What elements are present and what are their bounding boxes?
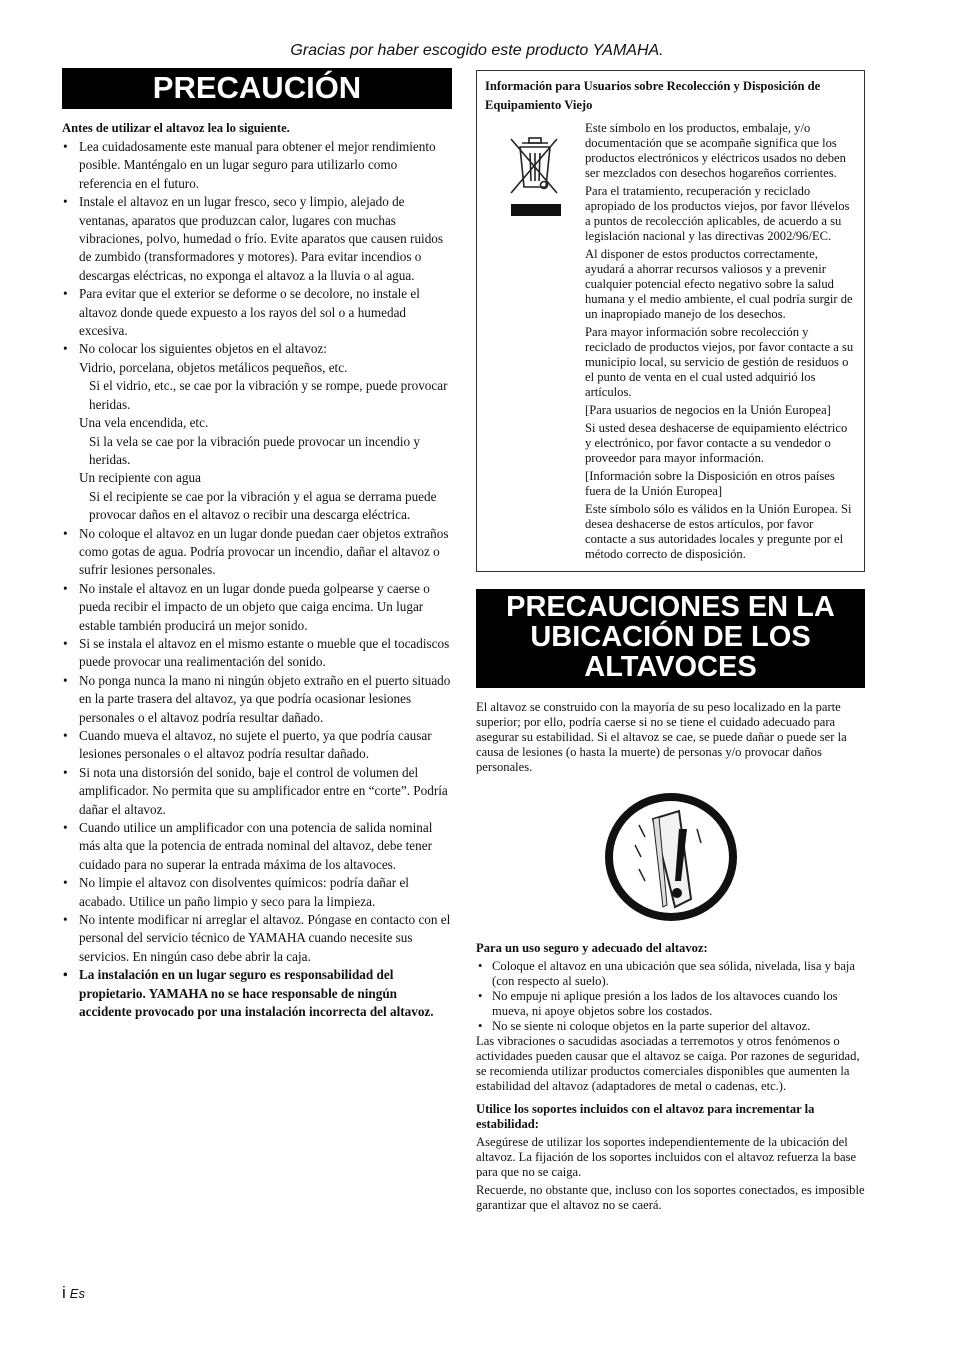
weee-p7: [Información sobre la Disposición en otros países fuera de la Unión Europea]	[585, 469, 835, 498]
list-item: • La instalación en un lugar seguro es responsabilidad del propietario. YAMAHA no se hace responsable de ningún accidente provocado por una instalación incorrecta del altavoz.	[62, 966, 452, 1021]
objects-water: Un recipiente con agua	[79, 470, 201, 486]
list-item: • No empuje ni aplique presión a los lados de los altavoces cuando los mueva, ni apoye objetos sobre los costados.	[476, 989, 865, 1019]
precaution-list	[62, 138, 452, 1022]
list-item: • Si nota una distorsión del sonido, baje el control de volumen del amplificador. No permita que su amplificador entre en “corte”. Podría dañar el altavoz.	[62, 764, 452, 819]
intro-heading: Antes de utilizar el altavoz lea lo siguiente.	[62, 121, 290, 135]
objects-candle: Una vela encendida, etc.	[79, 415, 209, 431]
list-item: • Lea cuidadosamente este manual para obtener el mejor rendimiento posible. Manténgalo en un lugar seguro para utilizarlo como referencia en el futuro.	[62, 138, 452, 193]
falling-speaker-icon	[601, 789, 741, 925]
weee-p1: Este símbolo en los productos, embalaje, y/o documentación que se acompañe significa que los productos electrónicos y eléctricos usados no deben ser mezclados con desechos hogareños corrientes.	[585, 121, 846, 180]
list-item: • Cuando mueva el altavoz, no sujete el puerto, ya que podría causar lesiones personales o el altavoz podría resultar dañado.	[62, 727, 452, 764]
placement-title: PRECAUCIONES EN LA UBICACIÓN DE LOS ALTAVOCES	[476, 589, 865, 688]
weee-p8: Este símbolo sólo es válidos en la Unión Europea. Si desea deshacerse de estos artículos, por favor contacte a sus autoridades locales y pregunte por el método correcto de disposición.	[585, 502, 852, 561]
stand-heading: Utilice los soportes incluidos con el altavoz para incrementar la estabilidad:	[476, 1102, 815, 1131]
language-code: Es	[69, 1286, 85, 1301]
list-item: • Coloque el altavoz en una ubicación que sea sólida, nivelada, lisa y baja (con respecto al suelo).	[476, 959, 865, 989]
objects-candle-note: Si la vela se cae por la vibración puede provocar un incendio y heridas.	[89, 433, 421, 467]
weee-p2: Para el tratamiento, recuperación y reciclado apropiado de los productos viejos, por favor llévelos a puntos de recolección aplicables, de acuerdo a su legislación nacional y las directivas 2002/96/EC.	[585, 184, 850, 243]
weee-p3: Al disponer de estos productos correctamente, ayudará a ahorrar recursos valiosos y a prevenir cualquier potencial efecto negativo sobre la salud humana y el medio ambiente, el cual podría surgir de un inapropiado manejo de los desechos.	[585, 247, 853, 321]
weee-p4: Para mayor información sobre recolección y reciclado de productos viejos, por favor contacte a su municipio local, su servicio de gestión de residuos o el punto de venta en el cual usted adquirió los artículos.	[585, 325, 854, 399]
right-column	[476, 70, 865, 1216]
weee-bin-icon	[485, 121, 585, 565]
weee-info-box	[476, 70, 865, 572]
placement-para1: El altavoz se construido con la mayoría de su peso localizado en la parte superior; por ello, podría caerse si no se tiene el cuidado adecuado para asegurar su estabilidad. Si el altavoz se cae, se puede dañar o puede ser la causa de lesiones (o hasta la muerte) de personas y/o provocar daños personales.	[476, 700, 847, 774]
page-number	[62, 1283, 85, 1303]
objects-water-note: Si el recipiente se cae por la vibración y el agua se derrama puede provocar daños en el altavoz o recibir una descarga eléctrica.	[89, 488, 437, 523]
placement-para3: Asegúrese de utilizar los soportes independientemente de la ubicación del altavoz. La fijación de los soportes incluidos con el altavoz refuerza la base para que no se caiga.	[476, 1135, 857, 1179]
objects-glass-note: Si el vidrio, etc., se cae por la vibración y se rompe, puede provocar heridas.	[89, 378, 448, 412]
weee-p6: Si usted desea deshacerse de equipamiento eléctrico y electrónico, por favor contacte a su vendedor o proveedor para mayor información.	[585, 421, 848, 465]
list-item: • No ponga nunca la mano ni ningún objeto extraño en el puerto situado en la parte trasera del altavoz, ya que podría ocasionar lesiones personales o el altavoz podría resultar dañado.	[62, 672, 452, 727]
thanks-line: Gracias por haber escogido este producto YAMAHA.	[290, 42, 664, 59]
warning-illustration	[476, 789, 865, 929]
list-item: • Cuando utilice un amplificador con una potencia de salida nominal más alta que la potencia de entrada nominal del altavoz, debe tener cuidado para no superar la entrada máxima de los altavoces.	[62, 819, 452, 874]
list-item: • No limpie el altavoz con disolventes químicos: podría dañar el acabado. Utilice un paño limpio y seco para la limpieza.	[62, 874, 452, 911]
objects-glass: Vidrio, porcelana, objetos metálicos pequeños, etc.	[79, 359, 348, 375]
placement-para2: Las vibraciones o sacudidas asociadas a terremotos y otros fenómenos o actividades pueden causar que el altavoz se caiga. Por razones de seguridad, se recomienda utilizar productos comerciales disponibles que aumenten la estabilidad del altavoz (adaptadores de metal o cadenas, etc.).	[476, 1034, 860, 1093]
placement-para4: Recuerde, no obstante que, incluso con los soportes conectados, es imposible garantizar que el altavoz no se caerá.	[476, 1183, 865, 1212]
list-item: • No se siente ni coloque objetos en la parte superior del altavoz.	[476, 1019, 865, 1034]
left-column	[62, 68, 452, 1022]
safe-use-heading: Para un uso seguro y adecuado del altavoz:	[476, 941, 708, 955]
list-item: • Instale el altavoz en un lugar fresco, seco y limpio, alejado de ventanas, aparatos que produzcan calor, lugares con muchas vibraciones, polvo, humedad o frío. Evite aparatos que causen ruidos de zumbido (transformadores y motores). Para evitar incendios o descargas eléctricas, no exponga el altavoz a la lluvia o al agua.	[62, 193, 452, 285]
list-item: • No coloque el altavoz en un lugar donde puedan caer objetos extraños como gotas de agua. Podría provocar un incendio, dañar el altavoz o sufrir lesiones personales.	[62, 525, 452, 580]
placement-body	[476, 700, 865, 1213]
list-item: • Para evitar que el exterior se deforme o se decolore, no instale el altavoz donde quede expuesto a los rayos del sol o a humedad excesiva.	[62, 285, 452, 340]
objects-intro: • No colocar los siguientes objetos en el altavoz:	[79, 341, 327, 357]
weee-title: Información para Usuarios sobre Recolección y Disposición de Equipamiento Viejo	[485, 79, 821, 112]
list-item: • No instale el altavoz en un lugar donde pueda golpearse y caerse o pueda recibir el impacto de un objeto que caiga encima. Un lugar estable también producirá un mejor sonido.	[62, 580, 452, 635]
list-item	[62, 340, 452, 524]
page-index: i	[62, 1283, 66, 1302]
list-item: • Si se instala el altavoz en el mismo estante o mueble que el tocadiscos puede provocar una realimentación del sonido.	[62, 635, 452, 672]
safe-use-list	[476, 959, 865, 1034]
precaucion-title: PRECAUCIÓN	[62, 68, 452, 109]
list-item: • No intente modificar ni arreglar el altavoz. Póngase en contacto con el personal del servicio técnico de YAMAHA cuando necesite sus servicios. En ningún caso debe abrir la caja.	[62, 911, 452, 966]
weee-p5: [Para usuarios de negocios en la Unión Europea]	[585, 403, 831, 417]
